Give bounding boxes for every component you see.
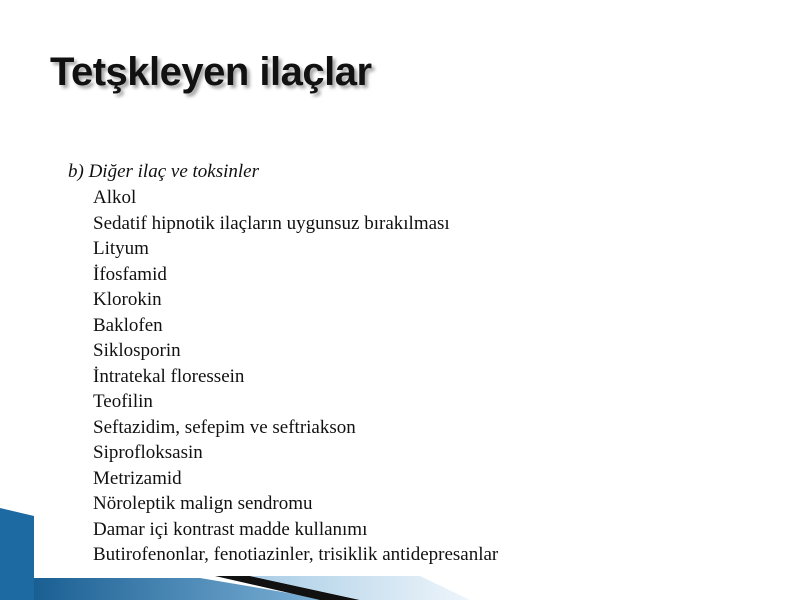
list-item: Seftazidim, sefepim ve seftriakson: [93, 416, 356, 438]
list-item: İntratekal floressein: [93, 365, 245, 387]
list-item: Sedatif hipnotik ilaçların uygunsuz bırakılması: [93, 212, 450, 234]
list-item: Alkol: [93, 187, 137, 208]
slide-title: Tetşkleyen ilaçlar: [50, 50, 372, 94]
list-item: Metrizamid: [93, 467, 182, 489]
list-item: Lityum: [93, 238, 149, 259]
list-item: Butirofenonlar, fenotiazinler, trisiklik antidepresanlar: [93, 544, 499, 565]
list-item: Damar içi kontrast madde kullanımı: [93, 518, 368, 540]
list-item: Nöroleptik malign sendromu: [93, 493, 313, 514]
list-item: Baklofen: [93, 314, 163, 336]
list-item: Siprofloksasin: [93, 442, 203, 463]
corner-blue-shape: [0, 508, 34, 600]
list-item: Siklosporin: [93, 340, 181, 361]
list-item: İfosfamid: [93, 263, 167, 285]
section-heading: b) Diğer ilaç ve toksinler: [68, 161, 260, 182]
list-item: Klorokin: [93, 289, 162, 310]
list-item: Teofilin: [93, 391, 153, 412]
corner-decoration: [0, 500, 480, 600]
